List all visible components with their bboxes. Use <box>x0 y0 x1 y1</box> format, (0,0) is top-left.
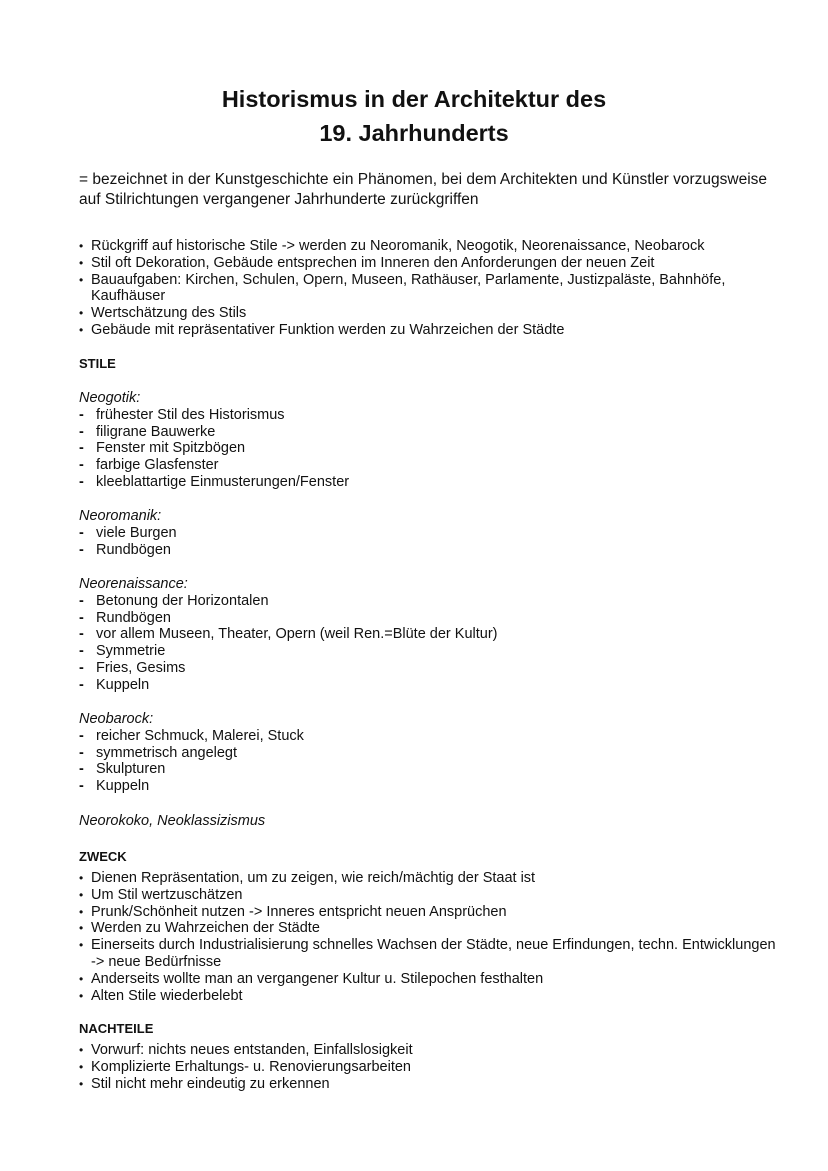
list-item: • Komplizierte Erhaltungs- u. Renovierungsarbeiten <box>79 1059 779 1076</box>
list-item: - reicher Schmuck, Malerei, Stuck <box>79 728 779 745</box>
nachteile-section <box>79 1042 779 1092</box>
list-item: • Alten Stile wiederbelebt <box>79 988 779 1005</box>
neogotik-title: Neogotik: <box>79 390 141 406</box>
list-item: • Dienen Repräsentation, um zu zeigen, wie reich/mächtig der Staat ist <box>79 870 779 887</box>
list-item: • Wertschätzung des Stils <box>79 305 779 322</box>
list-item: • Rückgriff auf historische Stile -> werden zu Neoromanik, Neogotik, Neorenaissance, Neobarock <box>79 238 779 255</box>
neobarock-section <box>79 711 779 795</box>
zweck-list <box>79 870 779 1004</box>
list-item: - Skulpturen <box>79 761 779 778</box>
nachteile-list <box>79 1042 779 1092</box>
overview-list <box>79 238 779 339</box>
list-item: • Vorwurf: nichts neues entstanden, Einfallslosigkeit <box>79 1042 779 1059</box>
neogotik-section <box>79 390 779 491</box>
list-item: - Fries, Gesims <box>79 660 779 677</box>
list-item: - filigrane Bauwerke <box>79 424 779 441</box>
title-line-2: 19. Jahrhunderts <box>319 120 509 146</box>
list-item: - Fenster mit Spitzbögen <box>79 440 779 457</box>
list-item: - Symmetrie <box>79 643 779 660</box>
list-item: - Rundbögen <box>79 610 779 627</box>
neoromanik-title: Neoromanik: <box>79 508 162 524</box>
list-item: • Stil nicht mehr eindeutig zu erkennen <box>79 1076 779 1093</box>
list-item: • Einerseits durch Industrialisierung schnelles Wachsen der Städte, neue Erfindungen, techn. Entwicklungen -> neue Bedürfnisse <box>79 937 779 971</box>
neoromanik-section <box>79 508 779 558</box>
list-item: - Kuppeln <box>79 677 779 694</box>
neobarock-list <box>79 728 779 795</box>
page-title <box>0 82 828 150</box>
list-item: - Betonung der Horizontalen <box>79 593 779 610</box>
zweck-section <box>79 870 779 1004</box>
title-line-1: Historismus in der Architektur des <box>221 86 607 112</box>
list-item: • Bauaufgaben: Kirchen, Schulen, Opern, Museen, Rathäuser, Parlamente, Justizpaläste, Bahnhöfe, Kaufhäuser <box>79 272 779 306</box>
list-item: - kleeblattartige Einmusterungen/Fenster <box>79 474 779 491</box>
heading-zweck: ZWECK <box>79 849 127 864</box>
neogotik-list <box>79 407 779 491</box>
list-item: • Prunk/Schönheit nutzen -> Inneres entspricht neuen Ansprüchen <box>79 904 779 921</box>
neorenaissance-section <box>79 576 779 694</box>
list-item: - vor allem Museen, Theater, Opern (weil Ren.=Blüte der Kultur) <box>79 626 779 643</box>
heading-stile: STILE <box>79 356 116 371</box>
list-item: • Stil oft Dekoration, Gebäude entsprechen im Inneren den Anforderungen der neuen Zeit <box>79 255 779 272</box>
neobarock-title: Neobarock: <box>79 711 154 727</box>
neorenaissance-list <box>79 593 779 694</box>
neoromanik-list <box>79 525 779 559</box>
overview-list-block <box>79 238 779 339</box>
list-item: - Kuppeln <box>79 778 779 795</box>
list-item: - farbige Glasfenster <box>79 457 779 474</box>
list-item: - symmetrisch angelegt <box>79 745 779 762</box>
list-item: • Werden zu Wahrzeichen der Städte <box>79 920 779 937</box>
heading-nachteile: NACHTEILE <box>79 1021 154 1036</box>
list-item: - Rundbögen <box>79 542 779 559</box>
intro-definition: = bezeichnet in der Kunstgeschichte ein Phänomen, bei dem Architekten und Künstler vorzugsweise auf Stilrichtungen vergangener Jahrhunderte zurückgriffen <box>79 171 768 208</box>
list-item: • Gebäude mit repräsentativer Funktion werden zu Wahrzeichen der Städte <box>79 322 779 339</box>
list-item: - viele Burgen <box>79 525 779 542</box>
neorenaissance-title: Neorenaissance: <box>79 576 188 592</box>
weitere-stile <box>79 813 779 830</box>
list-item: - frühester Stil des Historismus <box>79 407 779 424</box>
list-item: • Um Stil wertzuschätzen <box>79 887 779 904</box>
weitere-stile-text: Neorokoko, Neoklassizismus <box>79 813 266 829</box>
list-item: • Anderseits wollte man an vergangener Kultur u. Stilepochen festhalten <box>79 971 779 988</box>
